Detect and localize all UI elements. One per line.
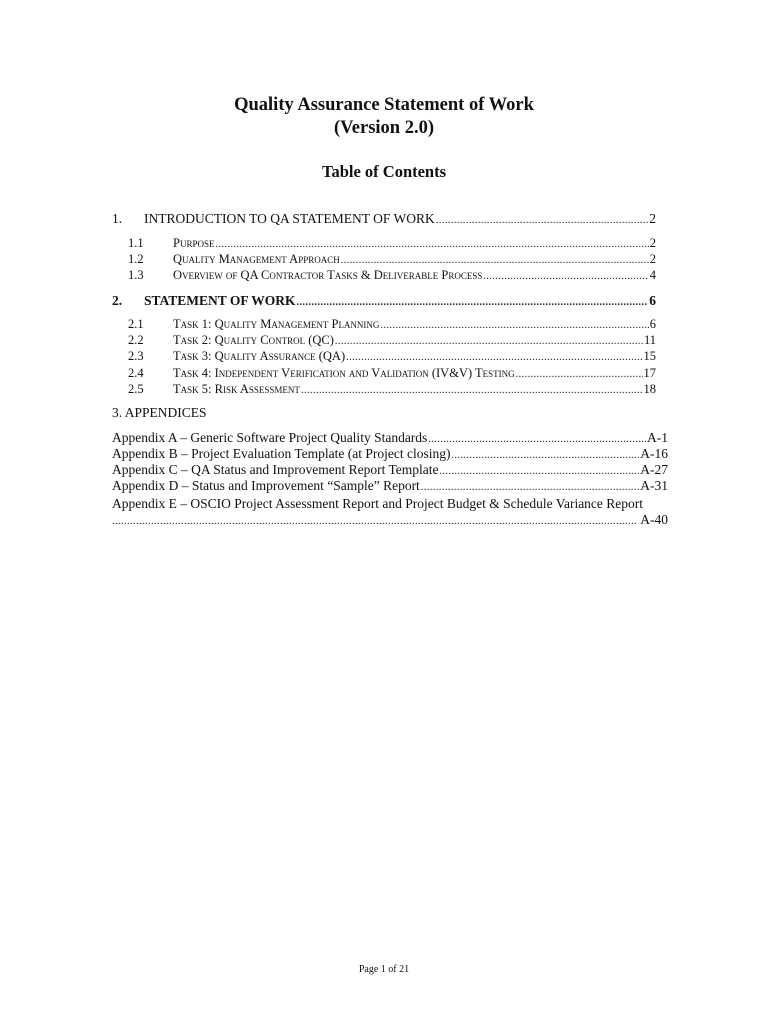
toc-subsection-label: Task 3: Quality Assurance (QA) — [173, 349, 346, 363]
toc-page-number: 17 — [643, 366, 656, 380]
appendix-label: Appendix A – Generic Software Project Quality Standards — [112, 430, 428, 445]
toc-section-label: INTRODUCTION TO QA STATEMENT OF WORK — [144, 211, 435, 226]
toc-leader-dots — [436, 212, 648, 229]
toc-subsection-number: 1.3 — [128, 268, 144, 282]
toc-page-number: 2 — [649, 211, 656, 226]
toc-heading: Table of Contents — [321, 162, 447, 181]
toc-page-number: 6 — [649, 317, 656, 331]
toc-subsection-1-3[interactable] — [128, 267, 656, 285]
appendix-label: Appendix D – Status and Improvement “Sample” Report — [112, 478, 420, 493]
toc-section-number: 2. — [112, 293, 123, 308]
toc-subsection-label: Overview of QA Contractor Tasks & Deliverable Process — [173, 268, 483, 282]
appendix-d-entry[interactable] — [112, 478, 668, 496]
appendix-e-label[interactable]: Appendix E – OSCIO Project Assessment Report and Project Budget & Schedule Variance Report — [112, 496, 644, 511]
toc-subsection-label: Task 1: Quality Management Planning — [173, 317, 380, 331]
toc-leader-dots — [301, 382, 643, 399]
toc-section-2[interactable] — [112, 292, 656, 311]
toc-section-1[interactable] — [112, 210, 656, 229]
toc-subsection-2-3[interactable] — [128, 348, 656, 366]
toc-leader-dots — [297, 294, 649, 311]
toc-leader-dots — [112, 514, 636, 530]
appendix-page-number: A-16 — [640, 446, 668, 461]
toc-subsection-number: 2.4 — [128, 366, 144, 380]
toc-subsection-number: 2.2 — [128, 333, 144, 347]
toc-page-number: 11 — [643, 333, 656, 347]
toc-page-number: 4 — [649, 268, 656, 282]
toc-section-label: STATEMENT OF WORK — [144, 293, 296, 308]
toc-subsection-number: 2.3 — [128, 349, 144, 363]
toc-subsection-number: 1.1 — [128, 236, 144, 250]
title-line-2: (Version 2.0) — [333, 118, 435, 138]
appendices-heading[interactable]: 3. APPENDICES — [112, 405, 207, 420]
toc-leader-dots — [346, 349, 642, 366]
toc-subsection-number: 1.2 — [128, 252, 144, 266]
toc-leader-dots — [421, 480, 639, 496]
toc-subsection-label: Task 5: Risk Assessment — [173, 382, 300, 396]
toc-page-number: 6 — [649, 293, 656, 308]
toc-subsection-label: Task 2: Quality Control (QC) — [173, 333, 334, 347]
appendix-page-number: A-1 — [647, 430, 668, 445]
toc-subsection-label: Task 4: Independent Verification and Validation (IV&V) Testing — [173, 366, 515, 380]
page-footer: Page 1 of 21 — [358, 964, 410, 975]
toc-subsection-2-5[interactable] — [128, 381, 656, 399]
appendix-label: Appendix B – Project Evaluation Template (at Project closing) — [112, 446, 451, 461]
document-title — [0, 94, 768, 140]
toc-section-number: 1. — [112, 211, 123, 226]
toc-page-number: 15 — [643, 349, 656, 363]
toc-leader-dots — [483, 268, 648, 285]
appendix-page-number: A-40 — [640, 512, 668, 527]
appendix-label: Appendix C – QA Status and Improvement Report Template — [112, 462, 439, 477]
toc-subsection-label: Quality Management Approach — [173, 252, 340, 266]
appendix-page-number: A-27 — [640, 462, 668, 477]
title-line-1: Quality Assurance Statement of Work — [234, 95, 534, 115]
toc-page-number: 18 — [643, 382, 656, 396]
appendix-e-page-line[interactable] — [112, 512, 668, 530]
toc-page-number: 2 — [649, 236, 656, 250]
toc-subsection-number: 2.5 — [128, 382, 144, 396]
appendix-page-number: A-31 — [640, 478, 668, 493]
toc-page-number: 2 — [649, 252, 656, 266]
toc-subsection-number: 2.1 — [128, 317, 144, 331]
toc-subsection-label: Purpose — [173, 236, 215, 250]
